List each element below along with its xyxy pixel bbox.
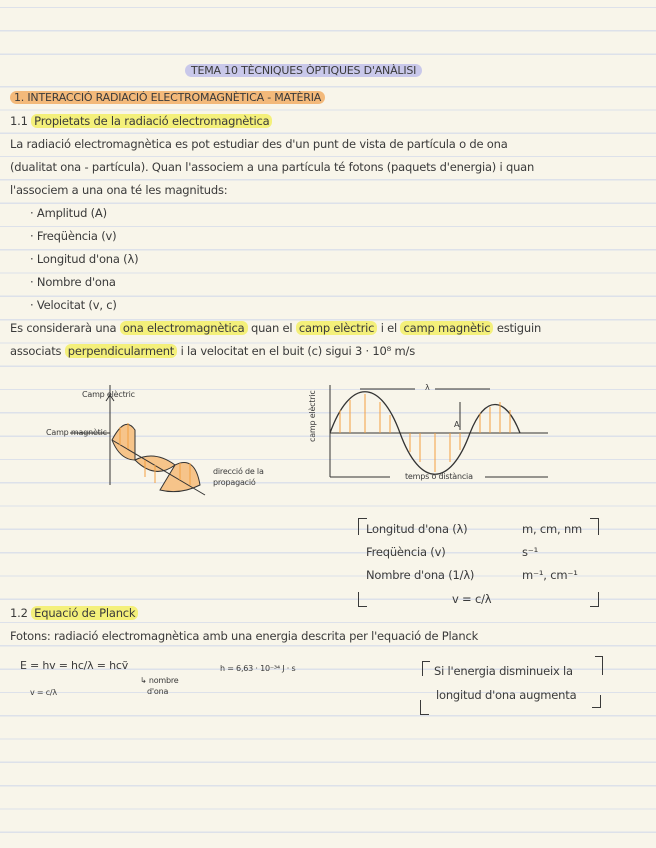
unit-row-label: Longitud d'ona (λ) — [366, 522, 468, 536]
formula: v = c/λ — [452, 592, 492, 606]
note-line: longitud d'ona augmenta — [436, 688, 577, 702]
paragraph-line: Fotons: radiació electromagnètica amb una energia descrita per l'equació de Planck — [10, 629, 479, 643]
page-title: TEMA 10 TÈCNIQUES ÒPTIQUES D'ANÀLISI — [185, 64, 422, 77]
unit-row-label: Freqüència (v) — [366, 545, 446, 559]
unit-row-value: m, cm, nm — [522, 522, 583, 536]
planck-equation: E = hv = hc/λ = hcṽ — [20, 659, 129, 672]
paragraph-line: associats perpendicularment i la velocitat en el buit (c) sigui 3 · 10⁸ m/s — [10, 344, 415, 358]
bullet-item: · Freqüència (v) — [30, 229, 117, 243]
equation-note: ↳ nombre — [140, 676, 179, 685]
bullet-item: · Velocitat (v, c) — [30, 298, 117, 312]
paragraph-line: La radiació electromagnètica es pot estudiar des d'un punt de vista de partícula o de ona — [10, 137, 508, 151]
axis-label: direcció de la — [213, 467, 264, 476]
subsection-heading-1-1: 1.1 Propietats de la radiació electromagnètica — [10, 114, 272, 128]
planck-constant: h = 6,63 · 10⁻³⁴ J · s — [220, 664, 296, 673]
paragraph-line: l'associem a una ona té les magnituds: — [10, 183, 228, 197]
paragraph-line: Es considerarà una ona electromagnètica quan el camp elèctric i el camp magnètic estiguin — [10, 321, 542, 335]
frequency-formula: v = c/λ — [30, 688, 57, 697]
axis-label: temps o distància — [405, 472, 473, 481]
unit-row-value: m⁻¹, cm⁻¹ — [522, 568, 578, 582]
subsection-heading-1-2: 1.2 Equació de Planck — [10, 606, 138, 620]
amplitude-label: A — [454, 420, 460, 429]
axis-label: camp elèctric — [308, 390, 317, 442]
section-heading-1: 1. INTERACCIÓ RADIACIÓ ELECTROMAGNÈTICA - MATÈRIA — [10, 91, 325, 104]
paragraph-line: (dualitat ona - partícula). Quan l'associem a una partícula té fotons (paquets d'energia) i quan — [10, 160, 535, 174]
bullet-item: · Longitud d'ona (λ) — [30, 252, 139, 266]
axis-label: Camp elèctric — [82, 390, 135, 399]
unit-row-label: Nombre d'ona (1/λ) — [366, 568, 475, 582]
axis-label: propagació — [213, 478, 256, 487]
wavelength-label: λ — [425, 383, 430, 392]
bullet-item: · Nombre d'ona — [30, 275, 116, 289]
axis-label: Camp magnètic — [46, 428, 107, 437]
note-line: Si l'energia disminueix la — [434, 664, 573, 678]
bullet-item: · Amplitud (A) — [30, 206, 107, 220]
unit-row-value: s⁻¹ — [522, 545, 539, 559]
equation-note: d'ona — [147, 687, 169, 696]
